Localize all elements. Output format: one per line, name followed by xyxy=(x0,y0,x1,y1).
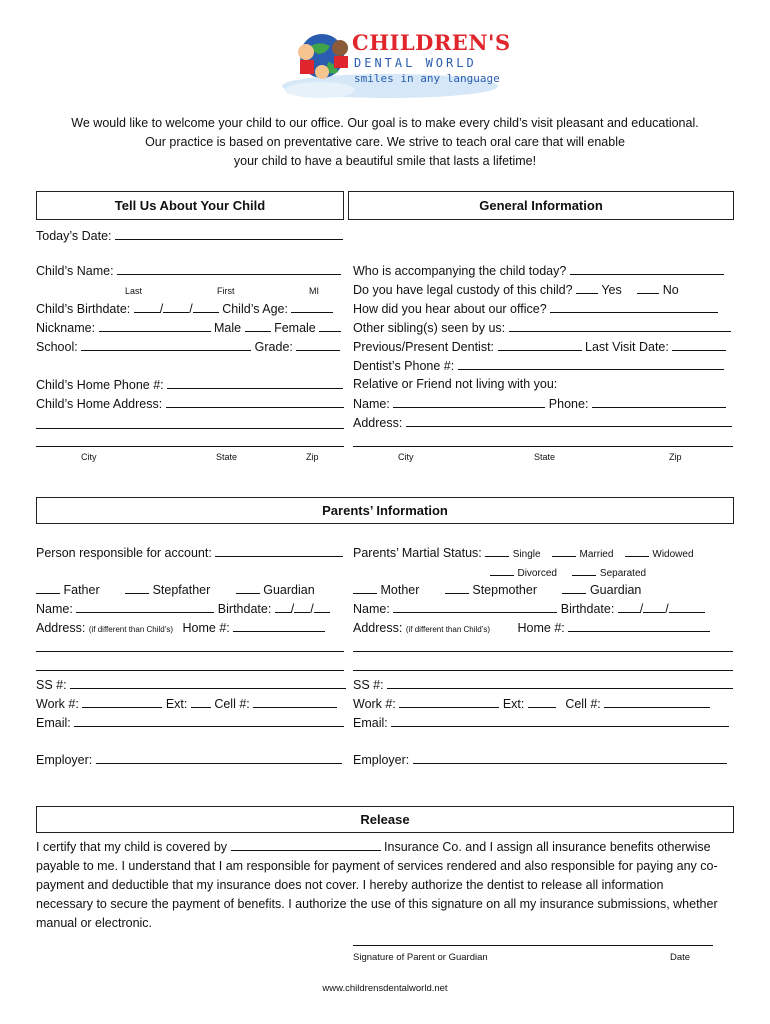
parent2-cell-field[interactable] xyxy=(604,696,710,708)
accompanying-label: Who is accompanying the child today? xyxy=(353,264,567,278)
logo-tagline: smiles in any language xyxy=(354,72,500,85)
birth-day-field[interactable] xyxy=(163,301,189,313)
parent1-work-row xyxy=(36,696,337,711)
parent1-birth-day[interactable] xyxy=(294,601,310,613)
grade-label: Grade: xyxy=(254,340,293,354)
separated-label: Separated xyxy=(599,568,647,579)
married-label: Married xyxy=(579,549,614,560)
parent1-address-row xyxy=(36,620,325,635)
dentist-phone-field[interactable] xyxy=(458,358,724,370)
parent1-birth-year[interactable] xyxy=(314,601,330,613)
child-zip-caption: Zip xyxy=(306,452,319,462)
parent1-address-line-2[interactable] xyxy=(36,651,344,652)
signature-caption: Signature of Parent or Guardian xyxy=(353,952,488,963)
parent1-work-field[interactable] xyxy=(82,696,162,708)
siblings-label: Other sibling(s) seen by us: xyxy=(353,321,506,335)
relative-address-label: Address: xyxy=(353,416,403,430)
mother-label: Mother xyxy=(380,583,420,597)
parent2-home-field[interactable] xyxy=(568,620,710,632)
parent1-name-row: Name: Birthdate: / / xyxy=(36,601,330,616)
parent1-employer-label: Employer: xyxy=(36,753,93,767)
footer-website: www.childrensdentalworld.net xyxy=(322,983,448,994)
parent2-cell-label: Cell #: xyxy=(565,697,601,711)
school-label: School: xyxy=(36,340,78,354)
child-name-last-caption: Last xyxy=(125,286,143,296)
prev-dentist-row xyxy=(353,339,726,354)
divorced-label: Divorced xyxy=(517,568,557,579)
stepmother-field[interactable] xyxy=(445,582,469,594)
last-visit-field[interactable] xyxy=(672,339,726,351)
child-home-phone-field[interactable] xyxy=(167,377,343,389)
parent1-ext-field[interactable] xyxy=(191,696,211,708)
child-city-caption: City xyxy=(81,452,97,462)
parent2-ss-field[interactable] xyxy=(387,677,733,689)
intro-line-3: your child to have a beautiful smile that lasts a lifetime! xyxy=(233,154,537,168)
hear-label: How did you hear about our office? xyxy=(353,302,547,316)
parent1-ss-label: SS #: xyxy=(36,678,67,692)
child-address-line-2[interactable] xyxy=(36,428,344,429)
nickname-field[interactable] xyxy=(99,320,211,332)
birth-year-field[interactable] xyxy=(193,301,219,313)
header-release: Release xyxy=(36,806,734,833)
prev-dentist-field[interactable] xyxy=(498,339,582,351)
married-field[interactable] xyxy=(552,545,576,557)
child-name-first-caption: First xyxy=(217,286,235,296)
logo-name-line1: CHILDREN'S xyxy=(352,30,511,55)
parent1-relation-row xyxy=(36,582,315,597)
header-general: General Information xyxy=(348,191,734,220)
todays-date-row xyxy=(36,228,343,243)
release-line-5: manual or electronic. xyxy=(36,916,153,930)
parent1-ext-label: Ext: xyxy=(165,697,188,711)
header-parents: Parents’ Information xyxy=(36,497,734,524)
release-line-2: payable to me. I understand that I am responsible for payment of services rendered and also responsible for paying any co- xyxy=(36,859,718,873)
parent1-birth-month[interactable] xyxy=(275,601,291,613)
last-visit-label: Last Visit Date: xyxy=(585,340,669,354)
stepfather-field[interactable] xyxy=(125,582,149,594)
nickname-row xyxy=(36,320,341,335)
parent1-employer-field[interactable] xyxy=(96,752,342,764)
signature-line[interactable] xyxy=(353,945,713,946)
relative-address-line-2[interactable] xyxy=(353,446,733,447)
parent2-employer-row xyxy=(353,752,727,767)
parent2-work-label: Work #: xyxy=(353,697,396,711)
child-name-mi-caption: MI xyxy=(309,286,319,296)
parent2-employer-field[interactable] xyxy=(413,752,727,764)
child-name-row xyxy=(36,263,341,278)
female-label: Female xyxy=(274,321,316,335)
release-line-3: payment and deductible that my insurance does not cover. I hereby authorize the dentist to release all information xyxy=(36,878,664,892)
parent1-home-label: Home #: xyxy=(182,621,230,635)
parent1-name-label: Name: xyxy=(36,602,73,616)
father-label: Father xyxy=(63,583,100,597)
date-caption: Date xyxy=(670,952,691,963)
child-home-address-row xyxy=(36,396,344,411)
parent2-birth-day[interactable] xyxy=(643,601,665,613)
relative-address-field[interactable] xyxy=(406,415,732,427)
relative-name-row xyxy=(353,396,726,411)
parent1-address-label: Address: xyxy=(36,621,86,635)
siblings-row xyxy=(353,320,731,335)
stepmother-label: Stepmother xyxy=(472,583,537,597)
child-birthdate-label: Child’s Birthdate: xyxy=(36,302,131,316)
accompanying-field[interactable] xyxy=(570,263,724,275)
parent2-work-field[interactable] xyxy=(399,696,499,708)
logo xyxy=(280,28,511,98)
parent2-email-row xyxy=(353,715,729,730)
guardian2-label: Guardian xyxy=(589,583,642,597)
parent1-home-field[interactable] xyxy=(233,620,325,632)
custody-label: Do you have legal custody of this child? xyxy=(353,283,573,297)
parent2-birth-year[interactable] xyxy=(669,601,705,613)
parent2-address-line-2[interactable] xyxy=(353,651,733,652)
parent2-home-label: Home #: xyxy=(517,621,565,635)
relative-address-row xyxy=(353,415,732,430)
todays-date-label: Today’s Date: xyxy=(36,229,112,243)
grade-field[interactable] xyxy=(296,339,340,351)
child-address-line-3[interactable] xyxy=(36,446,344,447)
release-text-b: Insurance Co. and I assign all insurance benefits otherwise xyxy=(384,840,711,854)
mother-field[interactable] xyxy=(353,582,377,594)
parent1-work-label: Work #: xyxy=(36,697,79,711)
parent2-ss-row xyxy=(353,677,733,692)
stepfather-label: Stepfather xyxy=(152,583,211,597)
parent1-ss-row xyxy=(36,677,346,692)
parent2-name-field[interactable] xyxy=(393,601,557,613)
parent2-ss-label: SS #: xyxy=(353,678,384,692)
relative-phone-field[interactable] xyxy=(592,396,726,408)
child-age-label: Child’s Age: xyxy=(222,302,288,316)
guardian1-label: Guardian xyxy=(263,583,315,597)
parent1-address-line-3[interactable] xyxy=(36,670,344,671)
logo-name-line2: DENTAL WORLD xyxy=(354,56,477,70)
single-label: Single xyxy=(512,549,541,560)
child-birthdate-row: Child’s Birthdate: / / Child’s Age: xyxy=(36,301,333,316)
insurance-co-field[interactable] xyxy=(231,839,381,851)
relative-name-field[interactable] xyxy=(393,396,545,408)
divorced-field[interactable] xyxy=(490,564,514,576)
general-city-caption: City xyxy=(398,452,414,462)
prev-dentist-label: Previous/Present Dentist: xyxy=(353,340,495,354)
parent1-address-note: (if different than Child’s) xyxy=(88,625,174,634)
parent2-ext-label: Ext: xyxy=(502,697,525,711)
child-name-label: Child’s Name: xyxy=(36,264,114,278)
parent1-birthdate-label: Birthdate: xyxy=(217,602,272,616)
dentist-phone-label: Dentist’s Phone #: xyxy=(353,359,455,373)
responsible-field[interactable] xyxy=(215,545,343,557)
parent2-employer-label: Employer: xyxy=(353,753,410,767)
custody-yes-label: Yes xyxy=(601,283,622,297)
marital-label: Parents’ Martial Status: xyxy=(353,546,482,560)
custody-no-label: No xyxy=(662,283,679,297)
intro-line-2: Our practice is based on preventative care. We strive to teach oral care that will enable xyxy=(145,135,625,149)
birth-month-field[interactable] xyxy=(134,301,160,313)
parent1-email-label: Email: xyxy=(36,716,71,730)
parent2-name-label: Name: xyxy=(353,602,390,616)
school-field[interactable] xyxy=(81,339,251,351)
male-field[interactable] xyxy=(245,320,271,332)
child-name-field[interactable] xyxy=(117,263,341,275)
relative-phone-label: Phone: xyxy=(548,397,589,411)
todays-date-field[interactable] xyxy=(115,228,343,240)
child-age-field[interactable] xyxy=(291,301,333,313)
release-line-4: necessary to secure the payment of benefits. I authorize the use of this signature on all my insurance submissions, whether xyxy=(36,897,718,911)
parent1-cell-field[interactable] xyxy=(253,696,337,708)
release-line-1 xyxy=(36,838,736,858)
widowed-label: Widowed xyxy=(652,549,694,560)
child-home-address-label: Child’s Home Address: xyxy=(36,397,163,411)
header-child: Tell Us About Your Child xyxy=(36,191,344,220)
parent2-email-field[interactable] xyxy=(391,715,729,727)
child-home-phone-label: Child’s Home Phone #: xyxy=(36,378,164,392)
parent2-address-label: Address: xyxy=(353,621,403,635)
nickname-label: Nickname: xyxy=(36,321,96,335)
single-field[interactable] xyxy=(485,545,509,557)
accompanying-row xyxy=(353,263,724,278)
guardian1-field[interactable] xyxy=(236,582,260,594)
release-text-a: I certify that my child is covered by xyxy=(36,840,228,854)
custody-row xyxy=(353,282,679,297)
child-state-caption: State xyxy=(216,452,238,462)
male-label: Male xyxy=(214,321,242,335)
child-home-phone-row xyxy=(36,377,343,392)
parent1-email-field[interactable] xyxy=(74,715,344,727)
custody-yes-field[interactable] xyxy=(576,282,598,294)
marital-row xyxy=(353,545,694,560)
parent1-employer-row xyxy=(36,752,342,767)
separated-field[interactable] xyxy=(572,564,596,576)
general-state-caption: State xyxy=(534,452,556,462)
father-field[interactable] xyxy=(36,582,60,594)
siblings-field[interactable] xyxy=(509,320,731,332)
parent2-email-label: Email: xyxy=(353,716,388,730)
parent1-name-field[interactable] xyxy=(76,601,214,613)
school-row xyxy=(36,339,340,354)
parent2-birthdate-label: Birthdate: xyxy=(560,602,615,616)
hear-row xyxy=(353,301,718,316)
parent2-address-line-3[interactable] xyxy=(353,670,733,671)
female-field[interactable] xyxy=(319,320,341,332)
marital-row-2 xyxy=(490,564,646,579)
general-zip-caption: Zip xyxy=(669,452,682,462)
parent2-birth-month[interactable] xyxy=(618,601,640,613)
parent2-work-row xyxy=(353,696,710,711)
parent2-ext-field[interactable] xyxy=(528,696,556,708)
guardian2-field[interactable] xyxy=(562,582,586,594)
relative-label: Relative or Friend not living with you: xyxy=(353,377,558,391)
parent2-name-row: Name: Birthdate: / / xyxy=(353,601,705,616)
custody-no-field[interactable] xyxy=(637,282,659,294)
parent1-cell-label: Cell #: xyxy=(214,697,250,711)
hear-field[interactable] xyxy=(550,301,718,313)
parent1-email-row xyxy=(36,715,344,730)
dentist-phone-row xyxy=(353,358,724,373)
parent2-address-row xyxy=(353,620,710,635)
parent2-address-note: (if different than Child’s) xyxy=(405,625,491,634)
parent2-relation-row xyxy=(353,582,641,597)
widowed-field[interactable] xyxy=(625,545,649,557)
responsible-row xyxy=(36,545,343,560)
child-home-address-field[interactable] xyxy=(166,396,344,408)
responsible-label: Person responsible for account: xyxy=(36,546,212,560)
parent1-ss-field[interactable] xyxy=(70,677,346,689)
relative-name-label: Name: xyxy=(353,397,390,411)
intro-line-1: We would like to welcome your child to our office. Our goal is to make every child’s visit pleasant and educational. xyxy=(71,116,699,130)
